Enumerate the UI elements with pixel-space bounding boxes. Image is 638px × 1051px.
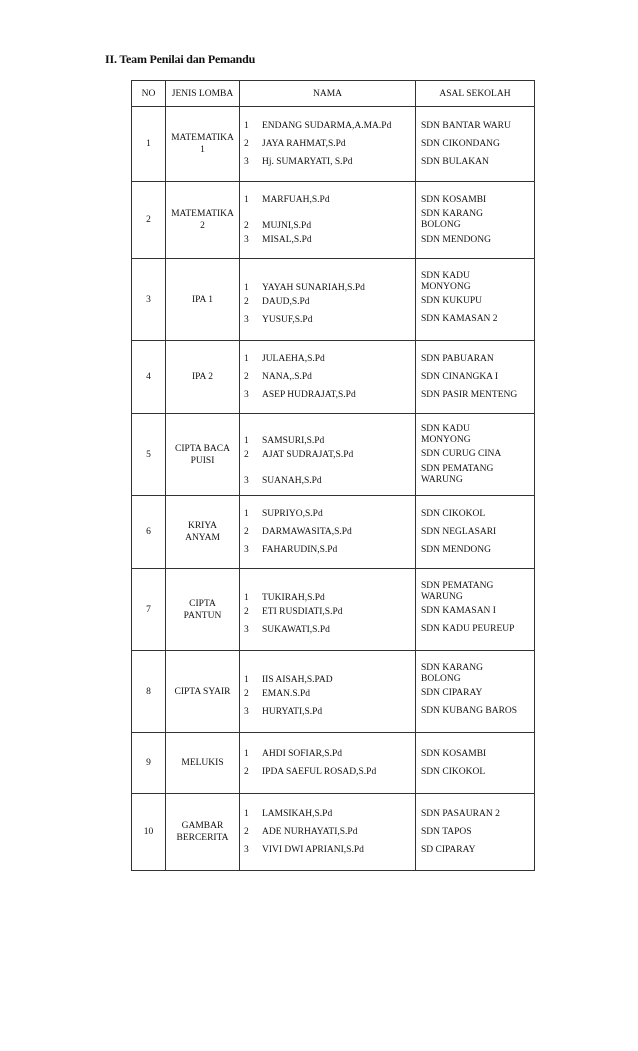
jenis-lomba-line: MATEMATIKA: [171, 133, 234, 143]
school-line: SDN PASIR MENTENG: [421, 389, 518, 400]
member-index: 1: [244, 509, 249, 519]
table-row: [132, 496, 535, 569]
jenis-lomba-line: IPA 2: [191, 372, 214, 382]
nama-cell: [240, 794, 416, 871]
member-name-line: [240, 386, 415, 404]
table-header-row: [132, 81, 535, 107]
school-line: SDN CIKONDANG: [421, 138, 500, 149]
member-name: TUKIRAH,S.Pd: [262, 592, 325, 603]
asal-sekolah-cell: [416, 259, 535, 341]
member-name: Hj. SUMARYATI, S.Pd: [262, 157, 353, 167]
nama-cell: [240, 496, 416, 569]
jenis-lomba-cell: [166, 569, 240, 651]
school-line: SDN MENDONG: [421, 234, 491, 245]
member-index: 2: [244, 449, 249, 460]
member-name: SAMSURI,S.Pd: [262, 435, 325, 446]
jenis-lomba-line: BERCERITA: [176, 833, 229, 843]
asal-sekolah-cell: [416, 794, 535, 871]
member-school: [416, 523, 534, 541]
member-name-line: [240, 603, 415, 621]
member-school: [416, 464, 534, 486]
member-index: 1: [244, 674, 249, 685]
asal-sekolah-cell: [416, 569, 535, 651]
member-index: 3: [244, 314, 249, 325]
member-school: [416, 541, 534, 559]
member-name-line: [240, 209, 415, 231]
jenis-lomba-cell: [166, 341, 240, 414]
row-number: 2: [132, 182, 166, 259]
asal-sekolah-cell: [416, 341, 535, 414]
member-school: [416, 745, 534, 763]
member-school: [416, 231, 534, 249]
school-line: SDN KARANG: [421, 662, 484, 673]
member-name-line: [240, 745, 415, 763]
member-name: EMAN.S.Pd: [262, 688, 311, 699]
jenis-lomba-line: KRIYA: [187, 521, 218, 531]
member-name: FAHARUDIN,S.Pd: [262, 545, 338, 555]
jenis-lomba-line: 1: [200, 145, 205, 155]
jenis-lomba-line: PUISI: [190, 455, 215, 466]
member-name: JULAEHA,S.Pd: [262, 354, 325, 364]
member-name-line: [240, 505, 415, 523]
member-school: [416, 424, 534, 446]
member-index: 2: [244, 827, 249, 837]
school-line: WARUNG: [421, 474, 463, 485]
member-school: [416, 685, 534, 703]
school-line: SDN KARANG: [421, 209, 484, 219]
member-index: 1: [244, 282, 249, 293]
jenis-lomba-cell: [166, 496, 240, 569]
member-index: 2: [244, 139, 249, 149]
member-index: 2: [244, 606, 249, 617]
member-name-line: [240, 271, 415, 293]
school-line: SDN CURUG CINA: [421, 449, 502, 459]
jenis-lomba-line: MATEMATIKA: [171, 209, 234, 219]
school-line: SDN KOSAMBI: [421, 748, 487, 759]
member-name-line: [240, 311, 415, 329]
jenis-lomba-cell: [166, 733, 240, 794]
table-row: [132, 341, 535, 414]
nama-cell: [240, 651, 416, 733]
row-number: 9: [132, 733, 166, 794]
member-index: 2: [244, 688, 249, 699]
school-line: SDN PABUARAN: [421, 353, 494, 364]
member-school: [416, 293, 534, 311]
jenis-lomba-line: CIPTA BACA: [175, 443, 230, 454]
member-name-line: [240, 231, 415, 249]
member-name: ASEP HUDRAJAT,S.Pd: [262, 390, 356, 400]
row-number: 5: [132, 414, 166, 496]
school-line: SDN KADU PEUREUP: [421, 624, 515, 634]
member-name: YAYAH SUNARIAH,S.Pd: [262, 282, 365, 293]
member-name: DARMAWASITA,S.Pd: [262, 527, 352, 537]
member-school: [416, 621, 534, 639]
nama-cell: [240, 107, 416, 182]
member-name-line: [240, 523, 415, 541]
member-name: ADE NURHAYATI,S.Pd: [262, 827, 358, 837]
member-name: ETI RUSDIATI,S.Pd: [262, 606, 343, 617]
row-number: 8: [132, 651, 166, 733]
school-line: SDN KADU: [421, 423, 470, 434]
member-school: [416, 805, 534, 823]
member-name-line: [240, 541, 415, 559]
member-name: SUKAWATI,S.Pd: [262, 624, 330, 635]
member-school: [416, 823, 534, 841]
member-index: 3: [244, 235, 249, 245]
member-name: MUJNI,S.Pd: [262, 221, 312, 231]
member-name: NANA,.S.Pd: [262, 372, 312, 382]
jenis-lomba-cell: [166, 414, 240, 496]
row-number: 1: [132, 107, 166, 182]
member-name-line: [240, 805, 415, 823]
asal-sekolah-cell: [416, 414, 535, 496]
member-index: 2: [244, 221, 249, 231]
row-number: 6: [132, 496, 166, 569]
member-index: 1: [244, 592, 249, 603]
member-school: [416, 209, 534, 231]
school-line: SDN TAPOS: [421, 826, 472, 837]
member-index: 2: [244, 767, 249, 777]
member-index: 1: [244, 121, 249, 131]
school-line: SDN KUBANG BAROS: [421, 706, 518, 716]
school-line: SDN CIKOKOL: [421, 766, 486, 777]
member-name-line: [240, 191, 415, 209]
member-name: MISAL,S.Pd: [262, 235, 312, 245]
member-index: 3: [244, 706, 249, 717]
header-jenis-lomba: JENIS LOMBA: [166, 81, 240, 107]
table-row: [132, 259, 535, 341]
member-school: [416, 191, 534, 209]
table-row: [132, 733, 535, 794]
asal-sekolah-cell: [416, 182, 535, 259]
jenis-lomba-line: ANYAM: [185, 533, 220, 543]
school-line: SDN CIPARAY: [421, 688, 483, 698]
member-school: [416, 841, 534, 859]
member-index: 2: [244, 527, 249, 537]
school-line: SDN PEMATANG: [421, 463, 494, 474]
school-line: SDN BULAKAN: [421, 156, 489, 167]
row-number: 3: [132, 259, 166, 341]
member-name-line: [240, 293, 415, 311]
member-name-line: [240, 685, 415, 703]
asal-sekolah-cell: [416, 107, 535, 182]
member-name-line: [240, 117, 415, 135]
school-line: SDN KADU: [421, 270, 470, 281]
member-name-line: [240, 446, 415, 464]
header-no: NO: [132, 81, 166, 107]
member-name-line: [240, 464, 415, 486]
member-name-line: [240, 368, 415, 386]
member-name: LAMSIKAH,S.Pd: [262, 809, 333, 819]
member-name-line: [240, 135, 415, 153]
table-row: [132, 569, 535, 651]
school-line: SDN CIKOKOL: [421, 508, 486, 519]
section-title: II. Team Penilai dan Pemandu: [105, 52, 256, 66]
nama-cell: [240, 259, 416, 341]
member-school: [416, 153, 534, 171]
member-school: [416, 135, 534, 153]
member-name-line: [240, 703, 415, 721]
member-index: 1: [244, 749, 249, 759]
jenis-lomba-cell: [166, 182, 240, 259]
nama-cell: [240, 733, 416, 794]
nama-cell: [240, 569, 416, 651]
school-line: MONYONG: [421, 434, 471, 445]
jenis-lomba-line: CIPTA SYAIR: [174, 686, 231, 697]
header-nama: NAMA: [240, 81, 416, 107]
jenis-lomba-line: CIPTA: [189, 598, 216, 609]
school-line: SDN PASAURAN 2: [421, 808, 500, 819]
member-name-line: [240, 350, 415, 368]
jenis-lomba-line: 2: [200, 221, 205, 231]
member-name-line: [240, 581, 415, 603]
member-name: SUPRIYO,S.Pd: [262, 509, 323, 519]
nama-cell: [240, 182, 416, 259]
member-name: IPDA SAEFUL ROSAD,S.Pd: [262, 767, 377, 777]
school-line: SDN KUKUPU: [421, 296, 482, 306]
member-index: 1: [244, 354, 249, 364]
member-name: VIVI DWI APRIANI,S.Pd: [262, 845, 364, 855]
member-name: AHDI SOFIAR,S.Pd: [262, 749, 342, 759]
member-school: [416, 386, 534, 404]
member-name: SUANAH,S.Pd: [262, 475, 322, 486]
member-name-line: [240, 841, 415, 859]
member-name-line: [240, 763, 415, 781]
member-school: [416, 117, 534, 135]
table-row: [132, 107, 535, 182]
member-name: AJAT SUDRAJAT,S.Pd: [262, 449, 354, 460]
school-line: SDN MENDONG: [421, 544, 491, 555]
school-line: SDN BANTAR WARU: [421, 120, 511, 131]
asal-sekolah-cell: [416, 496, 535, 569]
school-line: SDN PEMATANG: [421, 580, 494, 591]
school-line: SDN CINANGKA I: [421, 371, 499, 382]
member-school: [416, 581, 534, 603]
member-index: 2: [244, 296, 249, 307]
header-asal-sekolah: ASAL SEKOLAH: [416, 81, 535, 107]
asal-sekolah-cell: [416, 733, 535, 794]
member-name: JAYA RAHMAT,S.Pd: [262, 139, 346, 149]
member-index: 3: [244, 624, 249, 635]
member-school: [416, 350, 534, 368]
jenis-lomba-line: IPA 1: [191, 294, 214, 305]
member-name-line: [240, 663, 415, 685]
table-row: [132, 182, 535, 259]
member-name-line: [240, 424, 415, 446]
member-name-line: [240, 823, 415, 841]
school-line: BOLONG: [421, 220, 461, 230]
member-school: [416, 368, 534, 386]
member-index: 3: [244, 157, 249, 167]
member-index: 1: [244, 195, 249, 205]
school-line: MONYONG: [421, 281, 471, 292]
school-line: SD CIPARAY: [421, 844, 476, 855]
jenis-lomba-line: GAMBAR: [181, 821, 224, 831]
team-table: [131, 80, 535, 871]
nama-cell: [240, 341, 416, 414]
school-line: SDN KOSAMBI: [421, 194, 487, 205]
member-name: ENDANG SUDARMA,A.MA.Pd: [262, 121, 392, 131]
school-line: WARUNG: [421, 591, 463, 602]
jenis-lomba-cell: [166, 107, 240, 182]
member-index: 3: [244, 475, 249, 486]
member-school: [416, 271, 534, 293]
asal-sekolah-cell: [416, 651, 535, 733]
table-row: [132, 794, 535, 871]
member-school: [416, 663, 534, 685]
member-name: MARFUAH,S.Pd: [262, 195, 330, 205]
member-index: 1: [244, 809, 249, 819]
member-school: [416, 446, 534, 464]
member-name: DAUD,S.Pd: [262, 296, 310, 307]
jenis-lomba-cell: [166, 794, 240, 871]
row-number: 10: [132, 794, 166, 871]
member-school: [416, 311, 534, 329]
jenis-lomba-line: PANTUN: [183, 610, 222, 621]
nama-cell: [240, 414, 416, 496]
member-index: 1: [244, 435, 249, 446]
jenis-lomba-cell: [166, 651, 240, 733]
school-line: SDN NEGLASARI: [421, 526, 497, 537]
member-school: [416, 763, 534, 781]
member-school: [416, 703, 534, 721]
row-number: 7: [132, 569, 166, 651]
member-name: YUSUF,S.Pd: [262, 314, 313, 325]
member-school: [416, 505, 534, 523]
jenis-lomba-cell: [166, 259, 240, 341]
school-line: SDN KAMASAN I: [421, 606, 496, 616]
member-name: IIS AISAH,S.PAD: [262, 674, 333, 685]
member-name: HURYATI,S.Pd: [262, 706, 323, 717]
member-index: 2: [244, 372, 249, 382]
member-school: [416, 603, 534, 621]
table-row: [132, 414, 535, 496]
school-line: BOLONG: [421, 673, 461, 684]
jenis-lomba-line: MELUKIS: [181, 758, 224, 768]
row-number: 4: [132, 341, 166, 414]
member-index: 3: [244, 845, 249, 855]
school-line: SDN KAMASAN 2: [421, 314, 498, 324]
table-row: [132, 651, 535, 733]
member-name-line: [240, 153, 415, 171]
member-index: 3: [244, 545, 249, 555]
member-name-line: [240, 621, 415, 639]
table-body: [132, 107, 535, 871]
member-index: 3: [244, 390, 249, 400]
